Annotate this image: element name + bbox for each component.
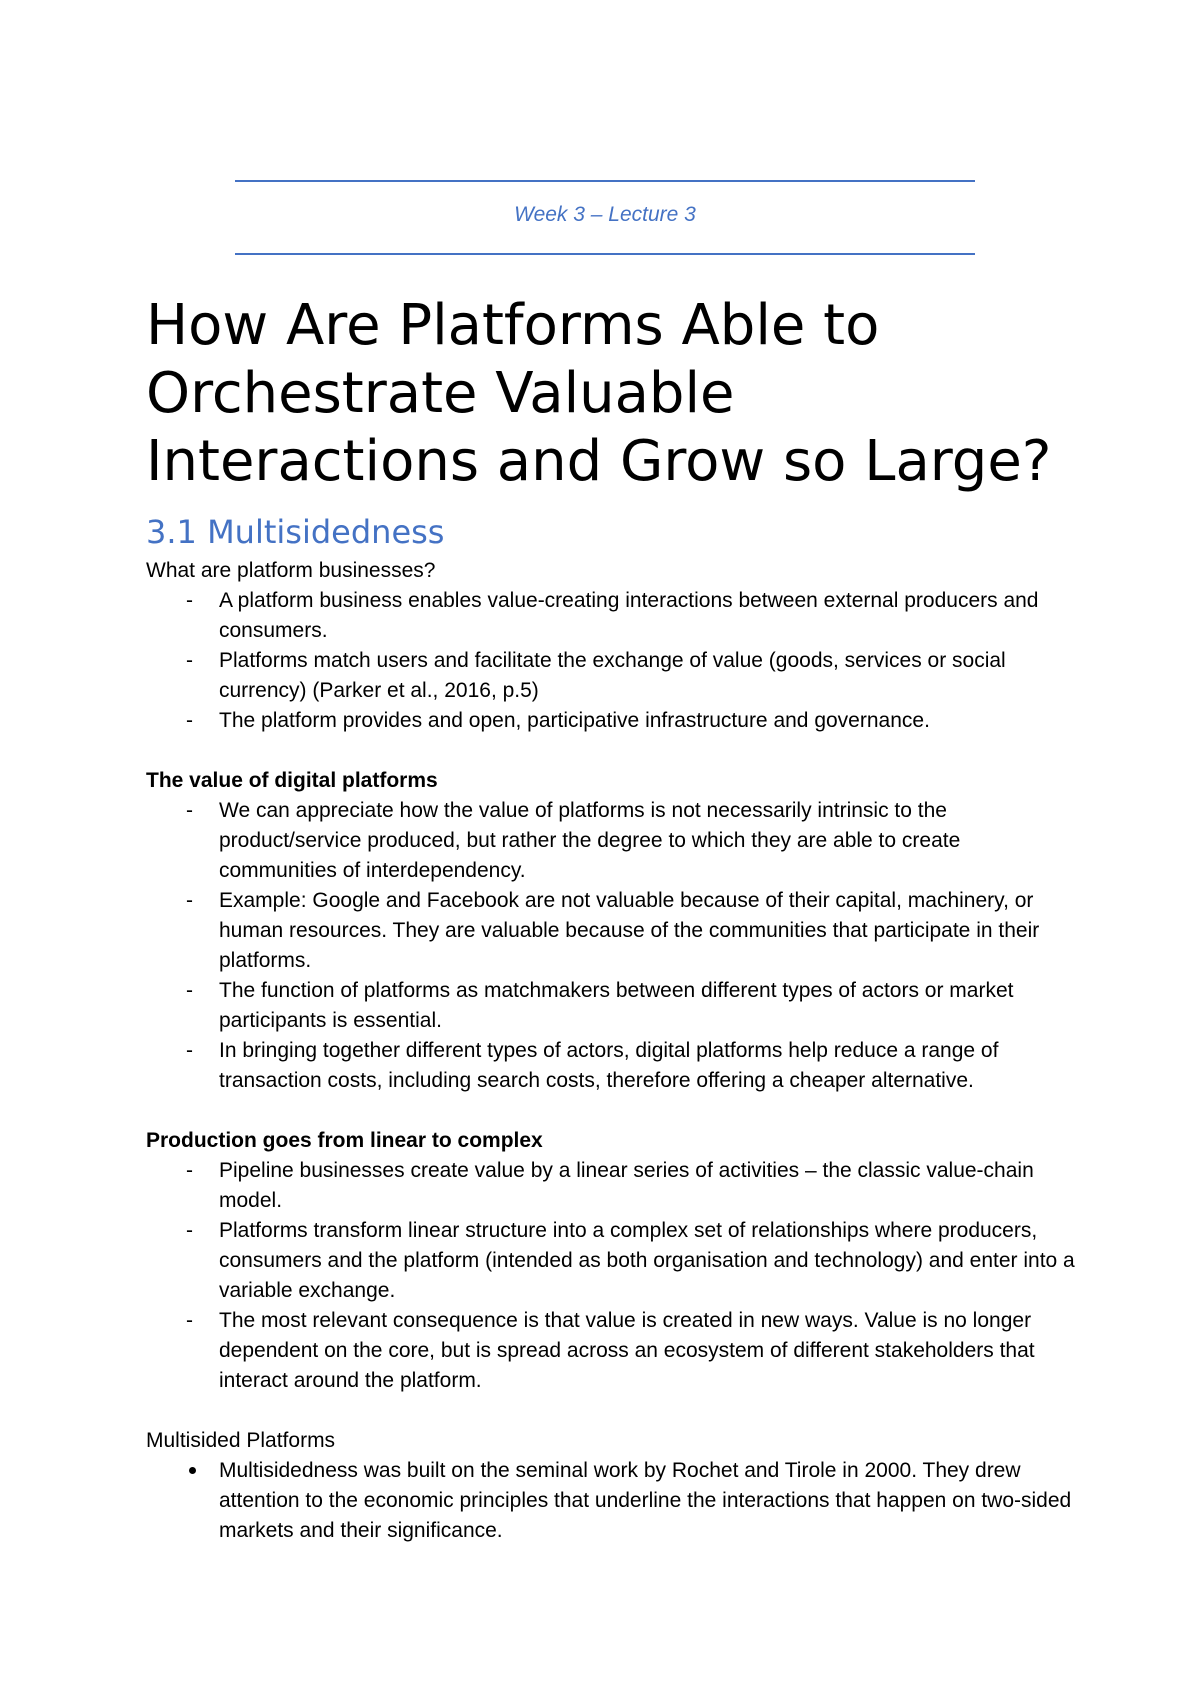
bullet-list	[146, 796, 1076, 1096]
bullet-list	[146, 1456, 1076, 1546]
block-heading: What are platform businesses?	[146, 559, 436, 582]
document-body	[146, 512, 1076, 1546]
title-line: How Are Platforms Able to	[146, 293, 880, 358]
block-heading: Production goes from linear to complex	[146, 1129, 543, 1152]
list-item: - A platform business enables value-creating interactions between external producers and consumers.	[146, 586, 1076, 646]
list-item: - We can appreciate how the value of platforms is not necessarily intrinsic to the product/service produced, but rather the degree to which they are able to create communities of interdependency.	[146, 796, 1076, 886]
dash-marker: -	[186, 709, 193, 732]
list-item: - The platform provides and open, participative infrastructure and governance.	[146, 706, 1076, 736]
list-item: Multisidedness was built on the seminal work by Rochet and Tirole in 2000. They drew attention to the economic principles that underline the interactions that happen on two-sided markets and their significance.	[146, 1456, 1076, 1546]
dash-marker: -	[186, 1039, 193, 1062]
dash-marker: -	[186, 1159, 193, 1182]
title-line: Interactions and Grow so Large?	[146, 429, 1052, 494]
dash-marker: -	[186, 889, 193, 912]
title-line: Orchestrate Valuable	[146, 361, 735, 426]
dash-marker: -	[186, 799, 193, 822]
dash-marker: -	[186, 589, 193, 612]
dash-marker: -	[186, 979, 193, 1002]
list-item: - The most relevant consequence is that value is created in new ways. Value is no longer dependent on the core, but is spread across an ecosystem of different stakeholders that interact around the platform.	[146, 1306, 1076, 1396]
header-rule-top	[235, 180, 975, 182]
bullet-dot-icon	[189, 1467, 196, 1474]
list-item: - The function of platforms as matchmakers between different types of actors or market participants is essential.	[146, 976, 1076, 1036]
lecture-subtitle: Week 3 – Lecture 3	[514, 203, 696, 226]
page-title	[146, 292, 1106, 496]
bullet-list	[146, 586, 1076, 736]
dash-marker: -	[186, 649, 193, 672]
dash-marker: -	[186, 1219, 193, 1242]
list-item: - Platforms transform linear structure into a complex set of relationships where producers, consumers and the platform (intended as both organisation and technology) and enter into a variable exchange.	[146, 1216, 1076, 1306]
list-item: - In bringing together different types of actors, digital platforms help reduce a range of transaction costs, including search costs, therefore offering a cheaper alternative.	[146, 1036, 1076, 1096]
list-item: - Platforms match users and facilitate the exchange of value (goods, services or social currency) (Parker et al., 2016, p.5)	[146, 646, 1076, 706]
block-heading: Multisided Platforms	[146, 1429, 336, 1452]
header-rule-bottom	[235, 253, 975, 255]
list-item: - Example: Google and Facebook are not valuable because of their capital, machinery, or human resources. They are valuable because of the communities that participate in their platforms.	[146, 886, 1076, 976]
list-item: - Pipeline businesses create value by a linear series of activities – the classic value-chain model.	[146, 1156, 1076, 1216]
dash-marker: -	[186, 1309, 193, 1332]
block-heading: The value of digital platforms	[146, 769, 438, 792]
section-heading: 3.1 Multisidedness	[146, 513, 445, 551]
bullet-list	[146, 1156, 1076, 1396]
